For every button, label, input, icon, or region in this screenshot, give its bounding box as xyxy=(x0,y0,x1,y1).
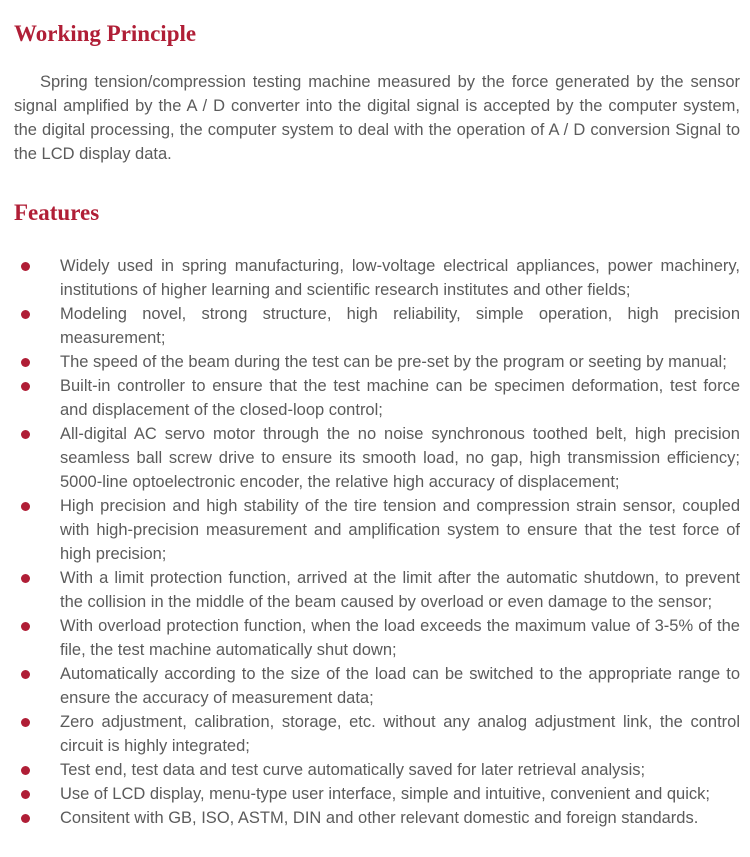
bullet-icon xyxy=(21,574,30,583)
feature-item xyxy=(14,350,740,374)
features-heading: Features xyxy=(14,200,100,225)
bullet-icon xyxy=(21,502,30,511)
bullet-icon xyxy=(21,622,30,631)
feature-item-text: Consitent with GB, ISO, ASTM, DIN and other relevant domestic and foreign standards. xyxy=(60,809,699,827)
feature-item xyxy=(14,710,740,758)
feature-item-text: Modeling novel, strong structure, high reliability, simple operation, high precision measurement; xyxy=(60,305,740,347)
feature-item-text: High precision and high stability of the tire tension and compression strain sensor, coupled with high-precision measurement and amplification system to ensure that the test force of high precision; xyxy=(60,497,740,563)
bullet-icon xyxy=(21,382,30,391)
feature-item-text: Automatically according to the size of the load can be switched to the appropriate range to ensure the accuracy of measurement data; xyxy=(60,665,740,707)
bullet-icon xyxy=(21,814,30,823)
feature-item xyxy=(14,662,740,710)
feature-item-text: With overload protection function, when the load exceeds the maximum value of 3-5% of the file, the test machine automatically shut down; xyxy=(60,617,740,659)
feature-item xyxy=(14,422,740,494)
feature-item xyxy=(14,566,740,614)
features-list xyxy=(14,254,740,830)
bullet-icon xyxy=(21,310,30,319)
bullet-icon xyxy=(21,670,30,679)
feature-item xyxy=(14,758,740,782)
bullet-icon xyxy=(21,430,30,439)
feature-item-text: With a limit protection function, arrived at the limit after the automatic shutdown, to prevent the collision in the middle of the beam caused by overload or even damage to the sensor; xyxy=(60,569,740,611)
feature-item-text: Zero adjustment, calibration, storage, etc. without any analog adjustment link, the control circuit is highly integrated; xyxy=(60,713,740,755)
feature-item-text: Widely used in spring manufacturing, low-voltage electrical appliances, power machinery, institutions of higher learning and scientific research institutes and other fields; xyxy=(60,257,740,299)
feature-item-text: All-digital AC servo motor through the no noise synchronous toothed belt, high precision seamless ball screw drive to ensure its smooth load, no gap, high transmission efficiency; 5000-line optoelectronic encoder, the relative high accuracy of displacement; xyxy=(60,425,740,491)
feature-item xyxy=(14,374,740,422)
bullet-icon xyxy=(21,718,30,727)
working-principle-heading: Working Principle xyxy=(14,21,197,46)
feature-item xyxy=(14,806,740,830)
bullet-icon xyxy=(21,358,30,367)
feature-item xyxy=(14,254,740,302)
feature-item xyxy=(14,782,740,806)
feature-item-text: Use of LCD display, menu-type user interface, simple and intuitive, convenient and quick; xyxy=(60,785,710,803)
working-principle-paragraph: Spring tension/compression testing machine measured by the force generated by the sensor signal amplified by the A / D converter into the digital signal is accepted by the computer system, the digital processing, the computer system to deal with the operation of A / D conversion Signal to the LCD display data. xyxy=(14,73,740,163)
feature-item-text: Built-in controller to ensure that the test machine can be specimen deformation, test force and displacement of the closed-loop control; xyxy=(60,377,740,419)
bullet-icon xyxy=(21,790,30,799)
bullet-icon xyxy=(21,262,30,271)
feature-item xyxy=(14,614,740,662)
feature-item-text: Test end, test data and test curve automatically saved for later retrieval analysis; xyxy=(60,761,646,779)
feature-item-text: The speed of the beam during the test can be pre-set by the program or seeting by manual; xyxy=(60,353,727,371)
feature-item xyxy=(14,494,740,566)
bullet-icon xyxy=(21,766,30,775)
feature-item xyxy=(14,302,740,350)
